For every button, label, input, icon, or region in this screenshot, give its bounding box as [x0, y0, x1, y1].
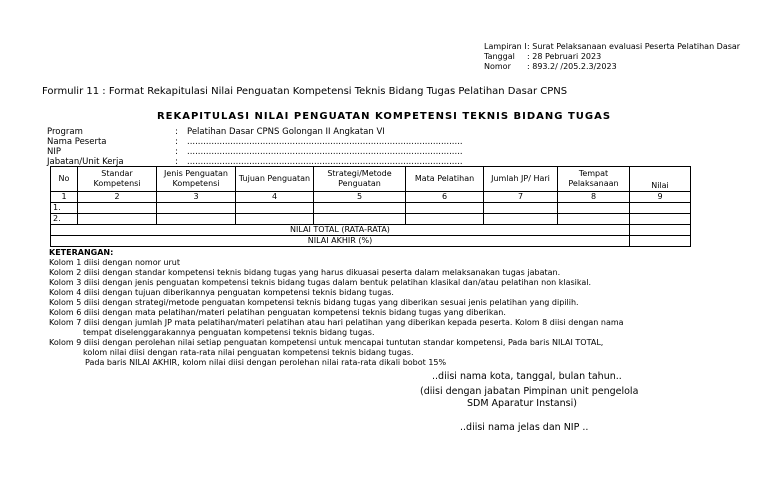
keterangan-line: tempat diselenggarakannya penguatan kompetensi teknis bidang tugas. — [83, 328, 375, 337]
keterangan-line: Kolom 1 diisi dengan nomor urut — [49, 258, 180, 267]
signature-place-date: ..diisi nama kota, tanggal, bulan tahun.. — [432, 371, 622, 382]
lampiran-block — [484, 42, 740, 72]
signature-name-nip: ..diisi nama jelas dan NIP .. — [460, 422, 589, 433]
col-header: Strategi/Metode Penguatan — [314, 167, 406, 192]
info-key: Jabatan/Unit Kerja — [47, 157, 124, 167]
keterangan-heading: KETERANGAN: — [49, 248, 114, 257]
lampiran-row — [484, 42, 740, 52]
row-number: 1. — [51, 203, 78, 214]
keterangan-block — [49, 248, 624, 368]
tanggal-row — [484, 52, 740, 62]
keterangan-line: Pada baris NILAI AKHIR, kolom nilai diisi dengan perolehan nilai rata-rata dikali bobot 15% — [85, 358, 447, 367]
nilai-akhir-label: NILAI AKHIR (%) — [51, 236, 630, 247]
info-row-nama: Nama Peserta : ...................................................................................................... — [47, 137, 463, 147]
formulir-heading: Formulir 11 : Format Rekapitulasi Nilai Penguatan Kompetensi Teknis Bidang Tugas Pelatihan Dasar CPNS — [42, 86, 568, 97]
table-row — [51, 203, 691, 214]
col-header: Tujuan Penguatan — [236, 167, 314, 192]
table-row — [51, 214, 691, 225]
signature-jabatan-line1: (diisi dengan jabatan Pimpinan unit pengelola — [420, 386, 639, 397]
keterangan-line: kolom nilai diisi dengan rata-rata nilai penguatan kompetensi teknis bidang tugas. — [83, 348, 414, 357]
col-header: No — [51, 167, 78, 192]
lampiran-value: : Surat Pelaksanaan evaluasi Peserta Pelatihan Dasar — [527, 42, 741, 51]
info-key: Program — [47, 127, 83, 137]
col-header: Nilai — [630, 167, 691, 192]
col-number: 4 — [236, 192, 314, 203]
nomor-value: : 893.2/ /205.2.3/2023 — [527, 62, 617, 71]
col-number: 3 — [157, 192, 236, 203]
info-value: ...................................................................................................... — [187, 147, 463, 157]
column-number-row — [51, 192, 691, 203]
col-number: 2 — [78, 192, 157, 203]
info-value: ...................................................................................................... — [187, 157, 463, 167]
keterangan-line: Kolom 2 diisi dengan standar kompetensi teknis bidang tugas yang harus dikuasai peserta dalam melaksanakan tugas jabatan. — [49, 268, 561, 277]
col-header: Tempat Pelaksanaan — [558, 167, 630, 192]
keterangan-line: Kolom 6 diisi dengan mata pelatihan/materi pelatihan penguatan kompetensi teknis bidang tugas yang diberikan. — [49, 308, 506, 317]
document-title: REKAPITULASI NILAI PENGUATAN KOMPETENSI TEKNIS BIDANG TUGAS — [156, 111, 612, 122]
signature-jabatan-line2: SDM Aparatur Instansi) — [467, 398, 577, 409]
nilai-total-label: NILAI TOTAL (RATA-RATA) — [51, 225, 630, 236]
col-header: Standar Kompetensi — [78, 167, 157, 192]
info-value: ...................................................................................................... — [187, 137, 463, 147]
col-number: 9 — [630, 192, 691, 203]
col-number: 6 — [406, 192, 484, 203]
tanggal-key: Tanggal — [484, 52, 515, 61]
nomor-key: Nomor — [484, 62, 511, 71]
col-header: Jumlah JP/ Hari — [484, 167, 558, 192]
lampiran-key: Lampiran I — [484, 42, 527, 51]
col-header: Mata Pelatihan — [406, 167, 484, 192]
rekapitulasi-table — [50, 166, 691, 247]
keterangan-line: Kolom 5 diisi dengan strategi/metode penguatan kompetensi teknis bidang tugas yang diberikan sesuai jenis pelatihan yang dipilih. — [49, 298, 579, 307]
nomor-row — [484, 62, 740, 72]
keterangan-line: Kolom 3 diisi dengan jenis penguatan kompetensi teknis bidang tugas dalam bentuk pelatihan klasikal dan/atau pelatihan non klasikal. — [49, 278, 592, 287]
nilai-total-row — [51, 225, 691, 236]
keterangan-line: Kolom 7 diisi dengan jumlah JP mata pelatihan/materi pelatihan atau hari pelatihan yang diberikan kepada peserta. Kolom 8 diisi dengan nama — [49, 318, 624, 327]
info-key: NIP — [47, 147, 61, 157]
info-row-program: Program : Pelatihan Dasar CPNS Golongan II Angkatan VI — [47, 127, 385, 137]
nilai-akhir-row — [51, 236, 691, 247]
info-key: Nama Peserta — [47, 137, 107, 147]
participant-info — [47, 127, 463, 167]
col-header: Jenis Penguatan Kompetensi — [157, 167, 236, 192]
col-number: 5 — [314, 192, 406, 203]
col-number: 7 — [484, 192, 558, 203]
col-number: 1 — [51, 192, 78, 203]
info-row-jabatan: Jabatan/Unit Kerja : ...................................................................................................... — [47, 157, 463, 167]
tanggal-value: : 28 Pebruari 2023 — [527, 52, 602, 61]
table-header-row — [51, 167, 691, 192]
info-row-nip: NIP : ...................................................................................................... — [47, 147, 463, 157]
keterangan-line: Kolom 4 diisi dengan tujuan diberikannya penguatan kompetensi teknis bidang tugas. — [49, 288, 394, 297]
keterangan-line: Kolom 9 diisi dengan perolehan nilai setiap penguatan kompetensi untuk mencapai tuntutan standar kompetensi, Pada baris NILAI TOTAL, — [49, 338, 604, 347]
col-number: 8 — [558, 192, 630, 203]
info-value: Pelatihan Dasar CPNS Golongan II Angkatan VI — [187, 127, 385, 137]
row-number: 2. — [51, 214, 78, 225]
